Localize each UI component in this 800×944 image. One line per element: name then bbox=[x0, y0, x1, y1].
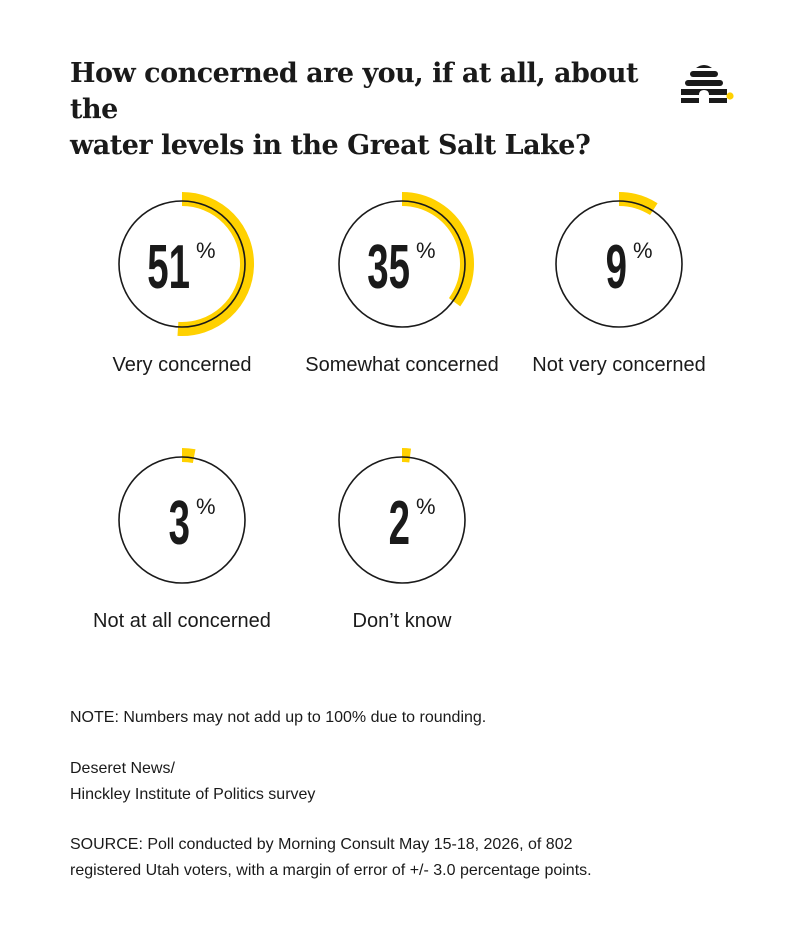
chart-title-line-2: water levels in the Great Salt Lake? bbox=[70, 130, 591, 161]
value-arc bbox=[402, 455, 410, 456]
category-label: Somewhat concerned bbox=[305, 354, 499, 376]
percent-sign: % bbox=[196, 238, 216, 263]
category-label: Don’t know bbox=[352, 610, 452, 632]
percent-sign: % bbox=[416, 238, 436, 263]
percent-sign: % bbox=[633, 238, 653, 263]
chart-title-line-1: How concerned are you, if at all, about the bbox=[70, 58, 639, 125]
percent-sign: % bbox=[196, 494, 216, 519]
donut-don-t-know bbox=[339, 455, 465, 583]
value-number: 2 bbox=[388, 487, 410, 558]
credit-line-1: Deseret News/ bbox=[70, 760, 175, 777]
category-label: Not very concerned bbox=[532, 354, 706, 376]
percent-sign: % bbox=[416, 494, 436, 519]
credit-line-2: Hinckley Institute of Politics survey bbox=[70, 786, 316, 803]
value-number: 51 bbox=[147, 231, 190, 302]
source-line-1: SOURCE: Poll conducted by Morning Consult May 15-18, 2026, of 802 bbox=[70, 836, 573, 853]
value-number: 9 bbox=[605, 231, 627, 302]
value-arc bbox=[182, 455, 194, 456]
value-number: 35 bbox=[367, 231, 410, 302]
donut-very-concerned bbox=[119, 199, 247, 329]
source-line-2: registered Utah voters, with a margin of error of +/- 3.0 percentage points. bbox=[70, 862, 592, 879]
category-label: Not at all concerned bbox=[93, 610, 271, 632]
credit bbox=[70, 756, 750, 808]
donut-not-very-concerned bbox=[556, 199, 682, 327]
category-label: Very concerned bbox=[112, 354, 252, 376]
source-note bbox=[70, 832, 750, 884]
donut-somewhat-concerned bbox=[339, 199, 467, 327]
value-number: 3 bbox=[168, 487, 190, 558]
donut-not-at-all-concerned bbox=[119, 455, 245, 583]
rounding-note: NOTE: Numbers may not add up to 100% due to rounding. bbox=[70, 709, 487, 726]
